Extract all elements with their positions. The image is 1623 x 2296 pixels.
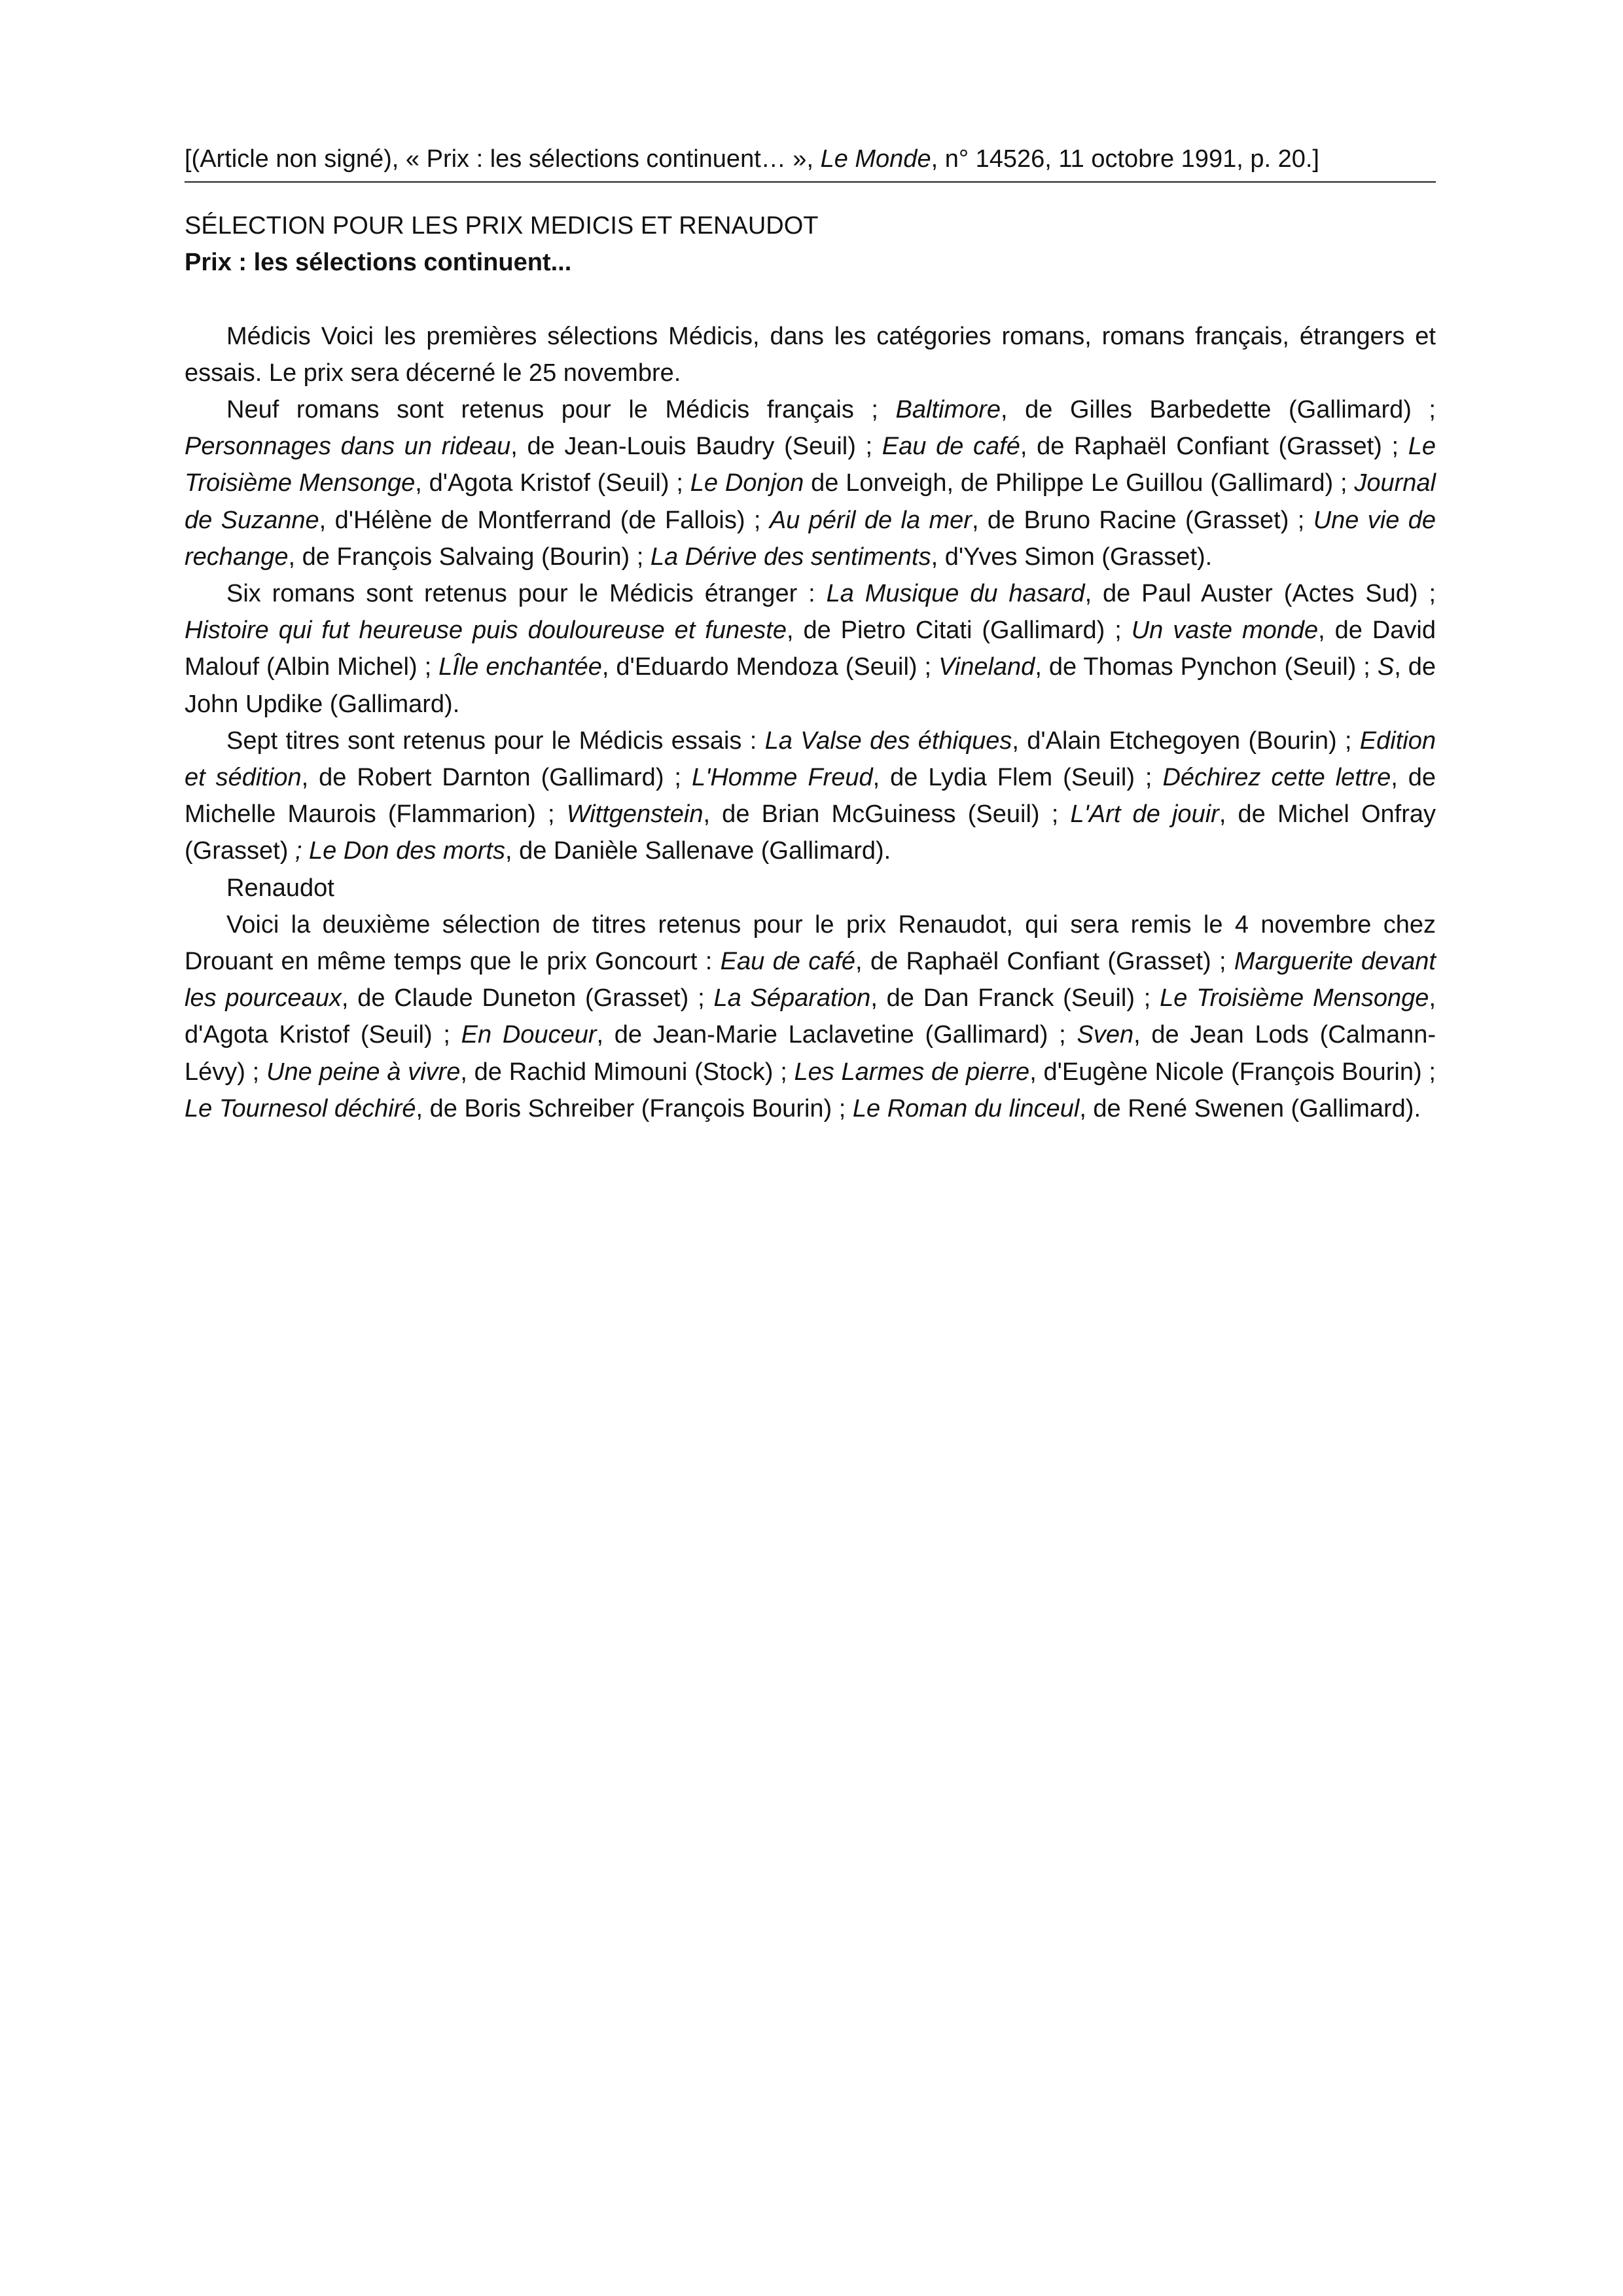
italic-title-text: L'Art de jouir — [1070, 800, 1219, 829]
body-text-run: , de Robert Darnton (Gallimard) ; — [301, 764, 692, 792]
italic-title-text: Un vaste monde — [1131, 617, 1319, 645]
italic-title-text: La Musique du hasard — [826, 580, 1085, 608]
body-text-run: Sept titres sont retenus pour le Médicis essais : — [226, 726, 765, 755]
body-text-run: , d'Agota Kristof (Seuil) ; — [185, 984, 1436, 1049]
italic-title-text: La Dérive des sentiments — [650, 543, 931, 571]
body-text-run: , de Raphaël Confiant (Grasset) ; — [1020, 433, 1408, 461]
paragraph-renaudot-heading — [185, 870, 1436, 906]
body-text-run: Médicis Voici les premières sélections Médicis, dans les catégories romans, romans français, étrangers et essais. Le prix sera décerné le 25 novembre. — [185, 322, 1436, 387]
body-text-run: , de Gilles Barbedette (Gallimard) ; — [1001, 396, 1436, 424]
body-text-run: , de Jean-Louis Baudry (Seuil) ; — [510, 433, 882, 461]
paragraph-medicis-etranger — [185, 575, 1436, 723]
body-text-run: de Lonveigh, de Philippe Le Guillou (Gallimard) ; — [804, 469, 1355, 497]
italic-title-text: Eau de café — [720, 948, 856, 976]
italic-title-text: Le Tournesol déchiré — [185, 1094, 416, 1122]
body-text-run: [(Article non signé), « Prix : les sélections continuent… », — [185, 145, 821, 173]
italic-title-text: Au péril de la mer — [769, 506, 972, 534]
body-text-run: Neuf romans sont retenus pour le Médicis français ; — [226, 396, 896, 424]
italic-title-text: Le Troisième Mensonge — [1160, 984, 1429, 1013]
italic-title-text: Edition et sédition — [185, 726, 1436, 792]
italic-title-text: Le Donjon — [690, 469, 804, 497]
italic-title-text: Le Troisième Mensonge — [185, 433, 1436, 497]
paragraph-renaudot-selection — [185, 906, 1436, 1127]
body-text-run: Voici la deuxième sélection de titres retenus pour le prix Renaudot, qui sera remis le 4 novembre chez Drouant en même temps que le prix Goncourt : — [185, 910, 1436, 976]
italic-title-text: Personnages dans un rideau — [185, 433, 511, 461]
body-text-run: , d'Eduardo Mendoza (Seuil) ; — [601, 653, 939, 681]
body-text-run: , d'Alain Etchegoyen (Bourin) ; — [1012, 726, 1360, 755]
italic-title-text: S — [1377, 653, 1395, 681]
italic-title-text: Le Monde — [820, 145, 931, 173]
body-text-run: , de Pietro Citati (Gallimard) ; — [786, 617, 1132, 645]
article-body — [185, 318, 1436, 1127]
body-text-run: Six romans sont retenus pour le Médicis étranger : — [226, 580, 827, 608]
italic-title-text: L'Homme Freud — [691, 764, 873, 792]
body-text-run: , d'Yves Simon (Grasset). — [931, 543, 1213, 571]
paragraph-medicis-francais — [185, 391, 1436, 575]
body-text-run: Renaudot — [226, 874, 334, 902]
paragraph-intro — [185, 318, 1436, 391]
body-text-run: , de Brian McGuiness (Seuil) ; — [703, 800, 1071, 829]
citation — [185, 141, 1436, 177]
article-title: Prix : les sélections continuent... — [185, 249, 572, 277]
italic-title-text: LÎle enchantée — [438, 653, 602, 681]
body-text-run: , de Claude Duneton (Grasset) ; — [341, 984, 714, 1013]
body-text-run: , de Jean Lods (Calmann-Lévy) ; — [185, 1021, 1436, 1086]
body-text-run: , de Lydia Flem (Seuil) ; — [872, 764, 1163, 792]
body-text-run: , de Paul Auster (Actes Sud) ; — [1084, 580, 1436, 608]
header-rule — [185, 181, 1436, 183]
italic-title-text: La Séparation — [713, 984, 871, 1013]
italic-title-text: Marguerite devant les pourceaux — [185, 948, 1436, 1013]
italic-title-text: Histoire qui fut heureuse puis douloureuse et funeste — [185, 617, 787, 645]
body-text-run: , de Thomas Pynchon (Seuil) ; — [1035, 653, 1378, 681]
body-text-run: , de Danièle Sallenave (Gallimard). — [505, 837, 891, 865]
body-text-run: , de Boris Schreiber (François Bourin) ; — [416, 1094, 853, 1122]
italic-title-text: Déchirez cette lettre — [1162, 764, 1391, 792]
body-text-run: , de Raphaël Confiant (Grasset) ; — [855, 948, 1234, 976]
italic-title-text: Les Larmes de pierre — [794, 1058, 1030, 1086]
italic-title-text: En Douceur — [461, 1021, 597, 1049]
italic-title-text: Journal de Suzanne — [185, 469, 1436, 534]
italic-title-text: Eau de café — [882, 433, 1020, 461]
body-text-run: , de David Malouf (Albin Michel) ; — [185, 617, 1436, 681]
body-text-run: , de Michelle Maurois (Flammarion) ; — [185, 764, 1436, 829]
italic-title-text: Vineland — [938, 653, 1035, 681]
body-text-run: , de René Swenen (Gallimard). — [1079, 1094, 1421, 1122]
body-text-run: , d'Eugène Nicole (François Bourin) ; — [1029, 1058, 1436, 1086]
document-page — [185, 141, 1436, 1127]
body-text-run: , de Bruno Racine (Grasset) ; — [971, 506, 1313, 534]
body-text-run: , d'Agota Kristof (Seuil) ; — [415, 469, 690, 497]
section-heading: SÉLECTION POUR LES PRIX MEDICIS ET RENAUDOT — [185, 212, 819, 240]
italic-title-text: Sven — [1077, 1021, 1134, 1049]
body-text-run: , n° 14526, 11 octobre 1991, p. 20.] — [931, 145, 1319, 173]
body-text-run: , de Jean-Marie Laclavetine (Gallimard) ; — [596, 1021, 1077, 1049]
body-text-run: , de John Updike (Gallimard). — [185, 653, 1436, 718]
italic-title-text: Une vie de rechange — [185, 506, 1436, 571]
body-text-run: , de Rachid Mimouni (Stock) ; — [460, 1058, 794, 1086]
body-text-run: , de Michel Onfray (Grasset) — [185, 800, 1436, 865]
body-text-run: , de Dan Franck (Seuil) ; — [870, 984, 1160, 1013]
body-text-run: , de François Salvaing (Bourin) ; — [288, 543, 651, 571]
body-text-run: , d'Hélène de Montferrand (de Fallois) ; — [319, 506, 770, 534]
paragraph-medicis-essais — [185, 723, 1436, 870]
italic-title-text: Wittgenstein — [566, 800, 704, 829]
italic-title-text: Baltimore — [895, 396, 1001, 424]
italic-title-text: Le Roman du linceul — [852, 1094, 1080, 1122]
italic-title-text: Une peine à vivre — [266, 1058, 461, 1086]
italic-title-text: La Valse des éthiques — [764, 726, 1012, 755]
italic-title-text: ; Le Don des morts — [294, 837, 505, 865]
